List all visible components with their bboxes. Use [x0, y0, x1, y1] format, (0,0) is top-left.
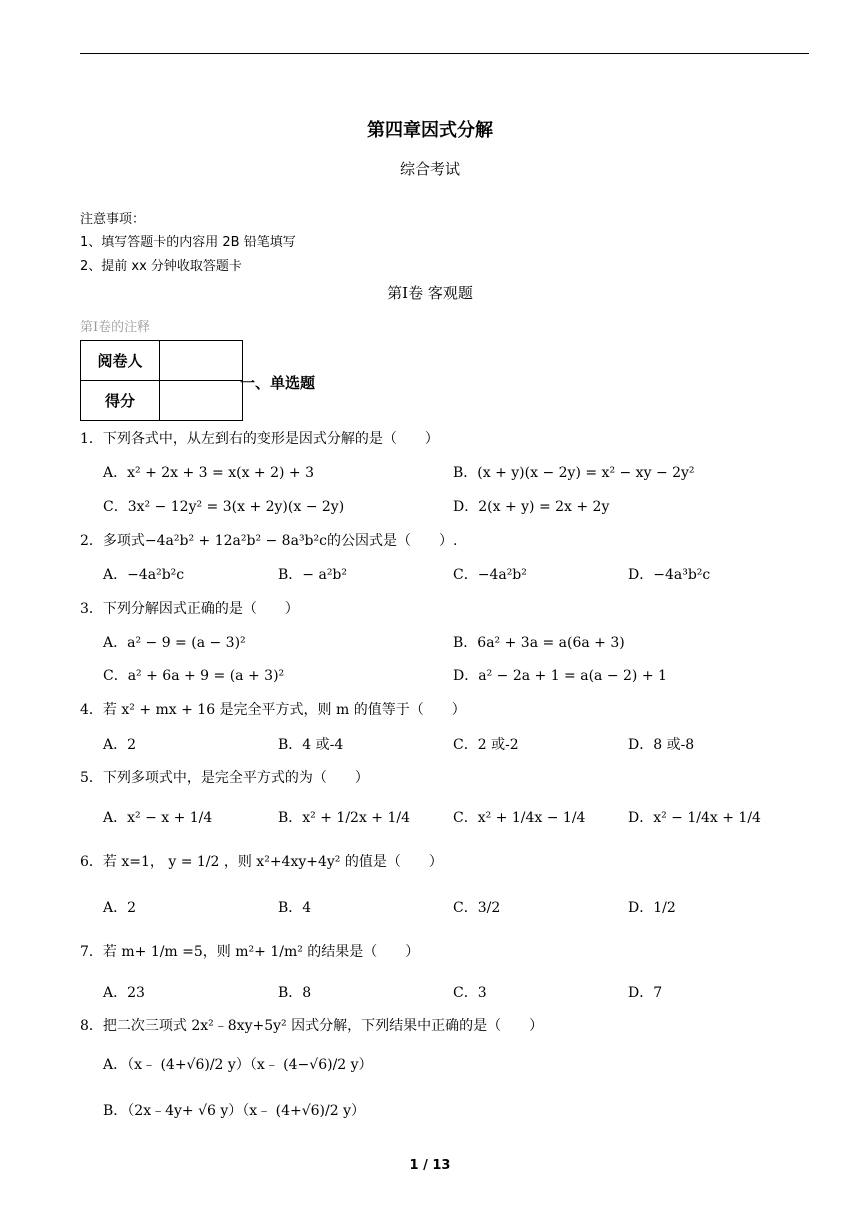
question-3-stem: 3．下列分解因式正确的是（ ） [80, 601, 299, 617]
question-3-option-b: B．6a² + 3a = a(6a + 3) [453, 635, 625, 651]
question-3-option-c: C．a² + 6a + 9 = (a + 3)² [103, 668, 285, 684]
question-2-option-a: A．−4a²b²c [103, 567, 185, 583]
page-title: 第四章因式分解 [367, 120, 493, 141]
score-cell[interactable] [160, 381, 243, 421]
question-5-option-a: A．x² − x + 1/4 [103, 810, 213, 826]
question-1-option-b: B．(x + y)(x − 2y) = x² − xy − 2y² [453, 465, 695, 481]
question-5-option-c: C．x² + 1/4x − 1/4 [453, 810, 586, 826]
question-6-option-d: D．1/2 [628, 900, 676, 916]
question-6-stem: 6．若 x=1， y = 1/2 ，则 x²+4xy+4y² 的值是（ ） [80, 854, 443, 870]
question-1-option-a: A．x² + 2x + 3 = x(x + 2) + 3 [103, 465, 315, 481]
question-3-option-d: D．a² − 2a + 1 = a(a − 2) + 1 [453, 668, 667, 684]
question-8-stem: 8．把二次三项式 2x²﹣8xy+5y² 因式分解，下列结果中正确的是（ ） [80, 1018, 544, 1034]
question-1-option-c: C．3x² − 12y² = 3(x + 2y)(x − 2y) [103, 499, 345, 515]
question-2-option-c: C．−4a²b² [453, 567, 527, 583]
note-item: 1、填写答题卡的内容用 2B 铅笔填写 [80, 235, 296, 250]
question-7-option-a: A．23 [103, 985, 145, 1001]
grader-cell[interactable] [160, 341, 243, 381]
question-5-stem: 5．下列多项式中，是完全平方式的为（ ） [80, 770, 369, 786]
question-5-option-d: D．x² − 1/4x + 1/4 [628, 810, 761, 826]
question-2-stem: 2．多项式−4a²b² + 12a²b² − 8a³b²c的公因式是（ ）. [80, 533, 458, 549]
question-3-option-a: A．a² − 9 = (a − 3)² [103, 635, 246, 651]
question-6-option-a: A．2 [103, 900, 137, 916]
volume-note: 第Ⅰ卷的注释 [80, 320, 151, 335]
question-7-stem: 7．若 m+ 1/m =5，则 m²+ 1/m² 的结果是（ ） [80, 944, 420, 960]
question-6-option-b: B．4 [278, 900, 312, 916]
question-7-option-d: D．7 [628, 985, 663, 1001]
section-title: 一、单选题 [240, 374, 316, 392]
page-subtitle: 综合考试 [399, 160, 460, 178]
question-4-option-d: D．8 或-8 [628, 737, 695, 753]
question-2-option-d: D．−4a³b²c [628, 567, 711, 583]
question-7-option-c: C．3 [453, 985, 487, 1001]
notes-heading: 注意事项： [80, 212, 146, 227]
question-1-stem: 1．下列各式中，从左到右的变形是因式分解的是（ ） [80, 431, 439, 447]
note-item: 2、提前 xx 分钟收取答题卡 [80, 259, 242, 274]
score-label: 得分 [81, 381, 160, 421]
question-8-option-b: B．（2x﹣4y+ √6 y）（x﹣ (4+√6)/2 y） [103, 1103, 365, 1119]
header-rule [80, 53, 809, 54]
question-7-option-b: B．8 [278, 985, 312, 1001]
question-6-option-c: C．3/2 [453, 900, 501, 916]
score-table [80, 340, 243, 421]
question-4-option-a: A．2 [103, 737, 137, 753]
question-5-option-b: B．x² + 1/2x + 1/4 [278, 810, 411, 826]
question-4-stem: 4．若 x² + mx + 16 是完全平方式，则 m 的值等于（ ） [80, 702, 466, 718]
question-4-option-c: C．2 或-2 [453, 737, 519, 753]
question-4-option-b: B．4 或-4 [278, 737, 344, 753]
page-number: 1 / 13 [409, 1158, 451, 1173]
question-2-option-b: B．− a²b² [278, 567, 348, 583]
grader-label: 阅卷人 [81, 341, 160, 381]
volume-title: 第Ⅰ卷 客观题 [387, 284, 473, 302]
question-8-option-a: A．（x﹣ (4+√6)/2 y）（x﹣ (4−√6)/2 y） [103, 1057, 373, 1073]
question-1-option-d: D．2(x + y) = 2x + 2y [453, 499, 610, 515]
